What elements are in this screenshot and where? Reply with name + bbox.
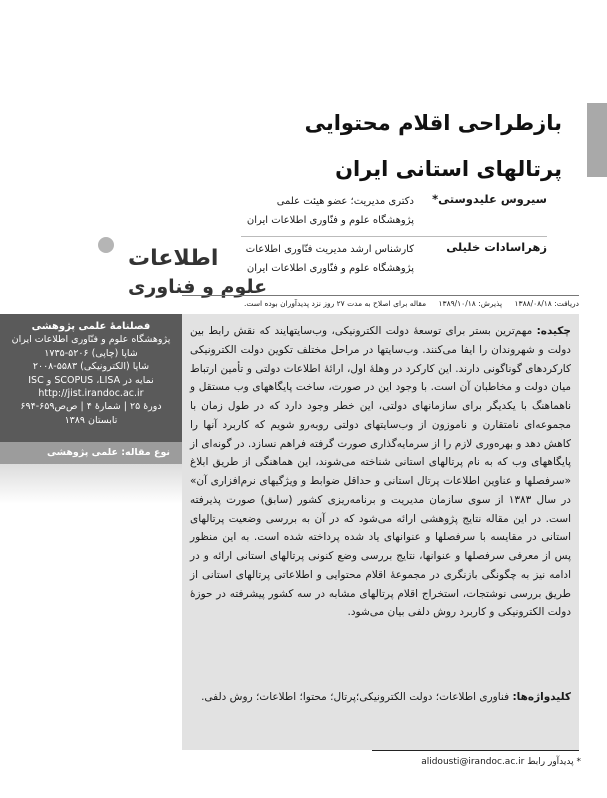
affiliation-line: پژوهشگاه علوم و فنّاوری اطلاعات ایران (246, 263, 414, 274)
received-date: دریافت: ۱۳۸۸/۰۸/۱۸ (514, 299, 579, 308)
panel-fade (0, 464, 182, 504)
title-line-2: پرتالهای استانی ایران (335, 157, 562, 181)
author-affiliation (246, 240, 414, 278)
svg-text:اطلاعات: اطلاعات (128, 246, 219, 271)
journal-logo (10, 235, 268, 301)
keywords (190, 687, 571, 707)
abstract (190, 322, 571, 622)
season: تابستان ۱۳۸۹ (64, 414, 118, 426)
volume-issue: دورهٔ ۲۵ | شمارهٔ ۴ | ص‌ص۶۵۹-۶۹۴ (20, 401, 162, 413)
abstract-text: مهم‌ترین بستر برای توسعهٔ دولت الکترونیکی، وب‌سایتهایند که نقش رابط بین دولت و شهروندان را ایفا می‌کنند. وب‌سایتها در مراحل مختلف تکوین دولت الکترونیکی کارکردهای گوناگونی دارند. این کارکرد در وهلهٔ اول، ارائهٔ اطلاعات دولتی و تأمین ارتباط میان دولت و مخاطبان آن است. با وجود این در صورت، ساخت پایگاههای وب مستقل و ناهماهنگ با یکدیگر برای سازمانهای دولتی، این خطر وجود دارد که در طول زمان با مجموعه‌ای نامتقارن و ناموزون از وب‌سایتهای دولتی روبه‌رو شویم که کاربرد آنها را کاهش دهد و بهره‌وری لازم را از سرمایه‌گذاری صورت گرفته فراهم نسازد. در گونه‌ای از پایگاههای وب که به نام پرتالهای استانی شناخته می‌شوند، این هماهنگی از طریق ابلاغ «سرفصلها و عناوین اطلاعات پرتال استانی و حداقل ضوابط و ویژگیهای نرم‌افزاری آن» در سال ۱۳۸۳ از سوی سازمان مدیریت و برنامه‌ریزی کشور (سابق) صورت پذیرفته است. در این مقاله نتایج پژوهشی ارائه می‌شود که در آن به بررسی وضعیت پرتالهای استانی در مقایسه با سرفصلها و عنوانهای یاد شده پرداخته شده است. به این منظور پس از معرفی سرفصلها و عنوانها، نتایج بررسی وضع کنونی پرتالهای استانی ارائه و در ادامه نیز به چگونگی بازنگری در مجموعهٔ اقلام محتوایی و اطلاعاتی پرتالهای استانی از طریق بررسی نوشتجات، استخراج اقلام پرتالهای مشابه در سه کشور پیشرفته در حوزهٔ دولت الکترونیکی و کاربرد روش دلفی بیان می‌شود. (190, 325, 571, 619)
svg-text:علوم و فناوری: علوم و فناوری (128, 276, 268, 298)
author-divider (241, 236, 547, 237)
journal-url[interactable]: http://jist.irandoc.ac.ir (38, 388, 144, 400)
indexing: نمایه در SCOPUS ،LISA و ISC (28, 374, 154, 386)
author-name: زهراسادات خلیلی (446, 240, 547, 254)
title-accent-bar (587, 103, 607, 177)
author-affiliation (247, 192, 414, 230)
issn-print: شاپا (چاپی) ۵۲۰۶-۱۷۳۵ (44, 347, 138, 359)
journal-type: فصلنامهٔ علمی پژوهشی (31, 321, 151, 332)
abstract-label: چکیده: (536, 325, 571, 337)
issn-electronic: شاپا (الکترونیکی) ۵۵۸۳-۲۰۰۸ (32, 361, 150, 373)
keywords-text: فناوری اطلاعات؛ دولت الکترونیکی؛پرتال؛ محتوا؛ اطلاعات؛ روش دلفی. (201, 691, 510, 703)
journal-publisher: پژوهشگاه علوم و فنّاوری اطلاعات ایران (11, 334, 171, 346)
article-title (182, 100, 562, 192)
article-type: نوع مقاله: علمی پژوهشی (0, 442, 182, 464)
footnote-divider (372, 750, 579, 751)
footnote-email[interactable]: alidousti@irandoc.ac.ir (421, 757, 525, 767)
keywords-label: کلیدواژه‌ها: (512, 691, 571, 703)
footnote (370, 757, 581, 767)
affiliation-line: کارشناس ارشد مدیریت فنّاوری اطلاعات (245, 244, 414, 255)
title-line-1: بازطراحی اقلام محتوایی (304, 111, 562, 135)
author-block-1 (127, 192, 547, 236)
accepted-date: پذیرش: ۱۳۸۹/۱۰/۱۸ (438, 299, 503, 308)
footnote-text: پدیدآور رابط (527, 757, 574, 767)
affiliation-line: دکتری مدیریت؛ عضو هیئت علمی (276, 196, 414, 207)
footnote-marker: * (576, 757, 581, 767)
author-name: سیروس علیدوستی* (432, 192, 547, 206)
revision-note: مقاله برای اصلاح به مدت ۲۷ روز نزد پدیدآوران بوده است. (243, 299, 427, 308)
affiliation-line: پژوهشگاه علوم و فنّاوری اطلاعات ایران (246, 215, 414, 226)
article-dates (182, 295, 579, 313)
